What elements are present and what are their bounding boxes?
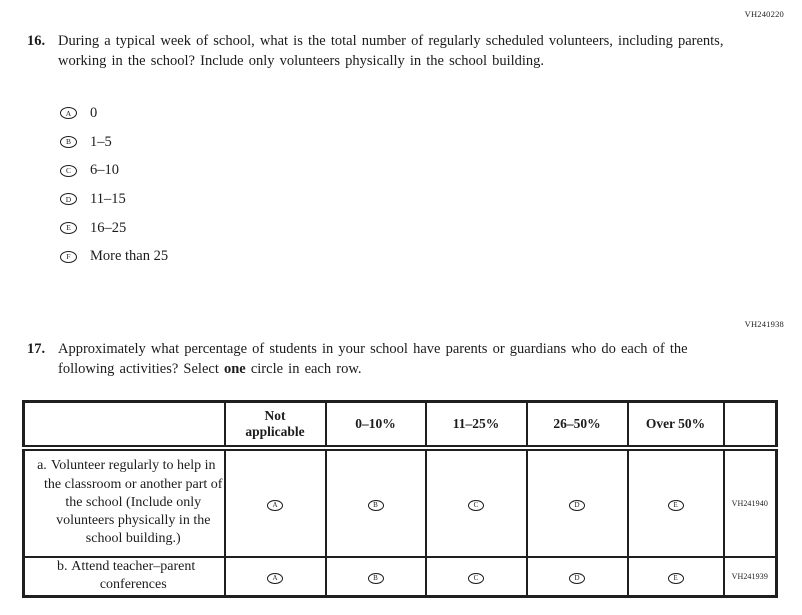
question-17 (27, 339, 698, 379)
row-b-bubble-b[interactable]: B (368, 573, 384, 584)
header-blank-cell (24, 402, 225, 448)
answer-bubble-e[interactable]: E (60, 222, 77, 234)
option-label-c: 6–10 (90, 162, 119, 179)
q16-option-c (60, 156, 168, 185)
row-b-cell-0-10 (326, 557, 426, 597)
q16-option-e (60, 214, 168, 243)
q17-response-table (22, 400, 778, 598)
option-label-f: More than 25 (90, 248, 169, 265)
row-b-label-cell (24, 557, 225, 597)
row-b-cell-not-applicable (225, 557, 326, 597)
option-label-d: 11–15 (90, 190, 126, 207)
question-16-text: During a typical week of school, what is the total number of regularly scheduled volunteers, including parents, working in the school? Include only volunteers physically in the school building. (58, 33, 724, 69)
header-not-applicable: Not applicable (225, 402, 326, 448)
question-17-text (58, 339, 698, 379)
table-row-b (24, 557, 777, 597)
answer-bubble-c[interactable]: C (60, 165, 77, 177)
option-label-e: 16–25 (90, 219, 127, 236)
question-16 (27, 31, 758, 71)
row-b-marker: b. (57, 559, 68, 575)
row-b-bubble-d[interactable]: D (569, 573, 585, 584)
q16-option-d (60, 185, 168, 214)
row-a-marker: a. (37, 458, 47, 474)
row-a-cell-11-25 (426, 448, 527, 557)
row-b-bubble-a[interactable]: A (267, 573, 283, 584)
row-a-cell-over-50 (628, 448, 724, 557)
q16-option-b (60, 128, 168, 157)
row-a-bubble-e[interactable]: E (668, 500, 684, 511)
answer-bubble-b[interactable]: B (60, 136, 77, 148)
row-a-label-cell (24, 448, 225, 557)
table-header-row (24, 402, 777, 448)
q17-text-before: Approximately what percentage of students in your school have parents or guardians who do each of the following activities? Select (58, 341, 688, 377)
header-11-25: 11–25% (426, 402, 527, 448)
q17-text-after: circle in each row. (245, 361, 362, 377)
row-a-bubble-a[interactable]: A (267, 500, 283, 511)
row-a-bubble-d[interactable]: D (569, 500, 585, 511)
question-17-id-code: VH241938 (744, 319, 784, 329)
row-a-cell-26-50 (527, 448, 628, 557)
row-a-label: Volunteer regularly to help in the classroom or another part of the school (Include only volunteers physically in the school building.) (44, 458, 223, 547)
row-a-cell-not-applicable (225, 448, 326, 557)
row-b-bubble-e[interactable]: E (668, 573, 684, 584)
header-over-50: Over 50% (628, 402, 724, 448)
answer-bubble-a[interactable]: A (60, 107, 77, 119)
option-label-a: 0 (90, 104, 98, 121)
row-a-bubble-c[interactable]: C (468, 500, 484, 511)
row-b-bubble-c[interactable]: C (468, 573, 484, 584)
q17-text-bold: one (223, 361, 246, 377)
row-b-cell-over-50 (628, 557, 724, 597)
answer-bubble-f[interactable]: F (60, 251, 77, 263)
row-b-cell-26-50 (527, 557, 628, 597)
header-code-cell (724, 402, 777, 448)
row-b-id-code: VH241939 (724, 557, 777, 597)
question-17-number: 17. (27, 341, 46, 357)
q16-option-f (60, 242, 168, 271)
answer-bubble-d[interactable]: D (60, 193, 77, 205)
row-a-bubble-b[interactable]: B (368, 500, 384, 511)
option-label-b: 1–5 (90, 133, 112, 150)
row-b-cell-11-25 (426, 557, 527, 597)
row-b-label: Attend teacher–parent conferences (71, 559, 196, 593)
question-16-number: 16. (27, 33, 46, 49)
question-16-options (60, 99, 168, 271)
row-a-cell-0-10 (326, 448, 426, 557)
header-0-10: 0–10% (326, 402, 426, 448)
q16-option-a (60, 99, 168, 128)
table-row-a (24, 448, 777, 557)
header-26-50: 26–50% (527, 402, 628, 448)
question-16-id-code: VH240220 (744, 9, 784, 19)
row-a-id-code: VH241940 (724, 448, 777, 557)
